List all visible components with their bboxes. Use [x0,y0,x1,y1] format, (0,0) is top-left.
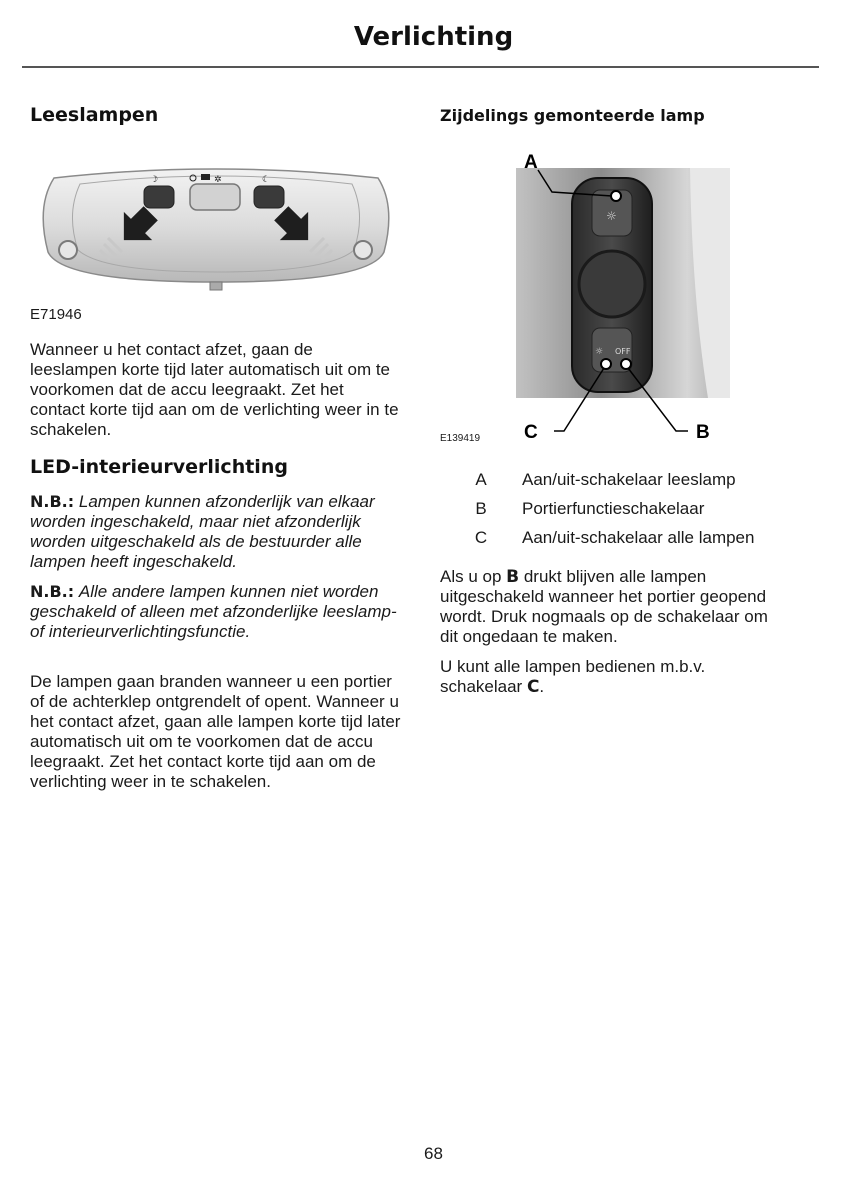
paragraph: Wanneer u het contact afzet, gaan de leeslampen korte tijd later automatisch uit om te voorkomen dat de accu leegraakt. Zet het contact korte tijd aan om de verlichting weer in te schakelen. [30,340,399,439]
legend [440,470,820,557]
legend-row [440,528,820,557]
callout-dot-a [611,191,621,201]
section-heading-leeslampen: Leeslampen [30,104,159,126]
reading-lamps-illustration [40,166,392,298]
note-text: Lampen kunnen afzonderlijk van elkaar worden ingeschakeld, maar niet afzonderlijk worden uitgeschakeld als de bestuurder alle lampen heeft ingeschakeld. [30,492,375,571]
svg-text:☽: ☽ [150,175,159,185]
note-text: Alle andere lampen kunnen niet worden geschakeld of alleen met afzonderlijke leeslamp- of interieurverlichtingsfunctie. [30,582,397,641]
svg-text:☾: ☾ [262,175,271,185]
header-divider [22,66,819,68]
note-1 [30,492,402,572]
note-label: N.B.: [30,582,75,601]
section-heading-led: LED-interieurverlichting [30,456,288,478]
lamp-lens [579,251,645,317]
right-lamp-button [254,186,284,208]
text-run: Als u op [440,567,507,586]
legend-row [440,470,820,499]
text-run: drukt blijven alle lampen uitgeschakeld wanneer het portier geopend wordt. Druk nogmaals op de schakelaar om dit ongedaan te maken. [440,567,768,646]
callout-dot-c [601,359,611,369]
paragraph [440,567,780,647]
page-number: 68 [424,1144,443,1163]
center-lamp-button [190,184,240,210]
paragraph [440,657,780,697]
page-title: Verlichting [353,22,514,52]
svg-text:☼: ☼ [595,347,604,357]
section-heading-zijdelings: Zijdelings gemonteerde lamp [440,106,705,125]
side-lamp-illustration [440,148,740,448]
bold-ref: C [526,677,540,697]
figure-id: E139419 [440,433,481,444]
text-run: U kunt alle lampen bedienen m.b.v. schakelaar [440,657,706,696]
left-lamp-button [144,186,174,208]
legend-key: C [474,528,488,547]
text-run: . [539,677,545,696]
callout-label-b: B [696,422,710,443]
legend-row [440,499,820,528]
screw-right [354,241,372,259]
paragraph: De lampen gaan branden wanneer u een portier of de achterklep ontgrendelt of opent. Wanneer u het contact afzet, gaan alle lampen korte tijd later automatisch uit om te voorkomen dat de accu leegraakt. Zet het contact korte tijd aan om de verlichting weer in te schakelen. [30,672,401,791]
svg-text:☼: ☼ [606,209,617,223]
bold-ref: B [506,567,520,587]
legend-text: Aan/uit-schakelaar alle lampen [522,528,755,547]
legend-text: Aan/uit-schakelaar leeslamp [522,470,736,489]
legend-key: B [475,499,487,518]
note-label: N.B.: [30,492,75,511]
screw-left [59,241,77,259]
callout-label-a: A [524,152,538,173]
svg-text:OFF: OFF [615,347,631,356]
legend-key: A [475,470,487,489]
callout-dot-b [621,359,631,369]
legend-text: Portierfunctieschakelaar [522,499,705,518]
callout-label-c: C [524,422,538,443]
figure-id: E71946 [30,306,82,323]
note-2 [30,582,402,642]
svg-text:✲: ✲ [214,175,222,185]
